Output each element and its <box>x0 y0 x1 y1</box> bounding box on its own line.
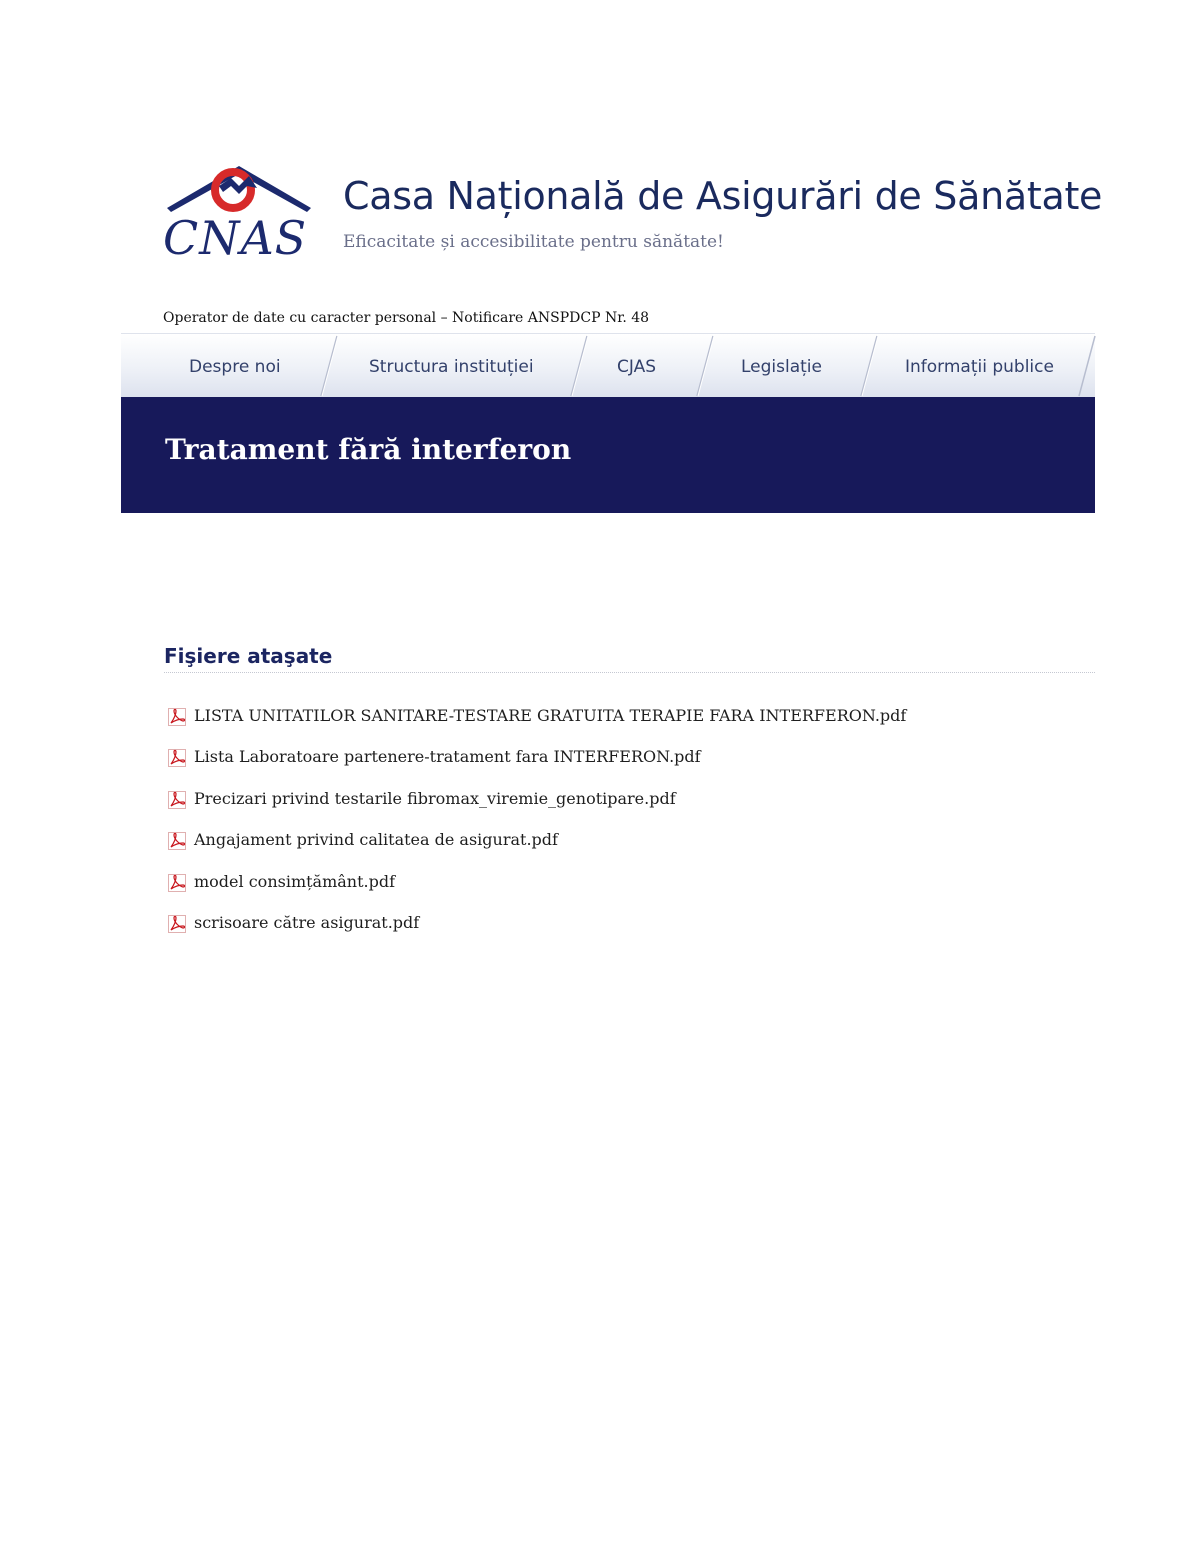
pdf-icon <box>168 708 186 726</box>
nav-item-structura[interactable]: Structura instituției <box>369 357 534 377</box>
main-nav <box>121 333 1095 397</box>
list-item <box>168 830 906 871</box>
nav-item-cjas[interactable]: CJAS <box>617 357 657 377</box>
pdf-icon <box>168 832 186 850</box>
attachments-list <box>168 706 906 954</box>
divider <box>164 672 1095 673</box>
nav-separator <box>1075 334 1097 398</box>
list-item <box>168 913 906 954</box>
nav-item-despre-noi[interactable]: Despre noi <box>189 357 281 377</box>
page-title: Tratament fără interferon <box>165 433 572 466</box>
attachment-link[interactable]: model consimțământ.pdf <box>194 871 396 891</box>
nav-separator <box>567 334 589 398</box>
nav-item-legislatie[interactable]: Legislație <box>741 357 822 377</box>
data-operator-notice: Operator de date cu caracter personal – Notificare ANSPDCP Nr. 48 <box>163 310 650 326</box>
list-item <box>168 747 906 788</box>
nav-item-informatii-publice[interactable]: Informații publice <box>905 357 1054 377</box>
attachment-link[interactable]: scrisoare către asigurat.pdf <box>194 912 420 932</box>
site-tagline: Eficacitate și accesibilitate pentru sănătate! <box>343 232 724 252</box>
nav-separator <box>317 334 339 398</box>
site-title: Casa Națională de Asigurări de Sănătate <box>343 174 1103 218</box>
logo-text: CNAS <box>163 211 308 265</box>
attachment-link[interactable]: Precizari privind testarile fibromax_viremie_genotipare.pdf <box>194 788 676 808</box>
pdf-icon <box>168 874 186 892</box>
list-item <box>168 872 906 913</box>
pdf-icon <box>168 749 186 767</box>
attachment-link[interactable]: Angajament privind calitatea de asigurat.pdf <box>194 830 558 850</box>
attachments-heading: Fişiere ataşate <box>164 644 333 668</box>
pdf-icon <box>168 791 186 809</box>
page-banner <box>121 397 1095 513</box>
attachment-link[interactable]: LISTA UNITATILOR SANITARE-TESTARE GRATUITA TERAPIE FARA INTERFERON.pdf <box>194 706 907 725</box>
nav-separator <box>857 334 879 398</box>
attachment-link[interactable]: Lista Laboratoare partenere-tratament fara INTERFERON.pdf <box>194 747 701 767</box>
nav-separator <box>693 334 715 398</box>
pdf-icon <box>168 915 186 933</box>
cnas-logo[interactable] <box>161 156 321 266</box>
list-item <box>168 706 906 747</box>
site-header <box>121 150 1103 270</box>
list-item <box>168 789 906 830</box>
